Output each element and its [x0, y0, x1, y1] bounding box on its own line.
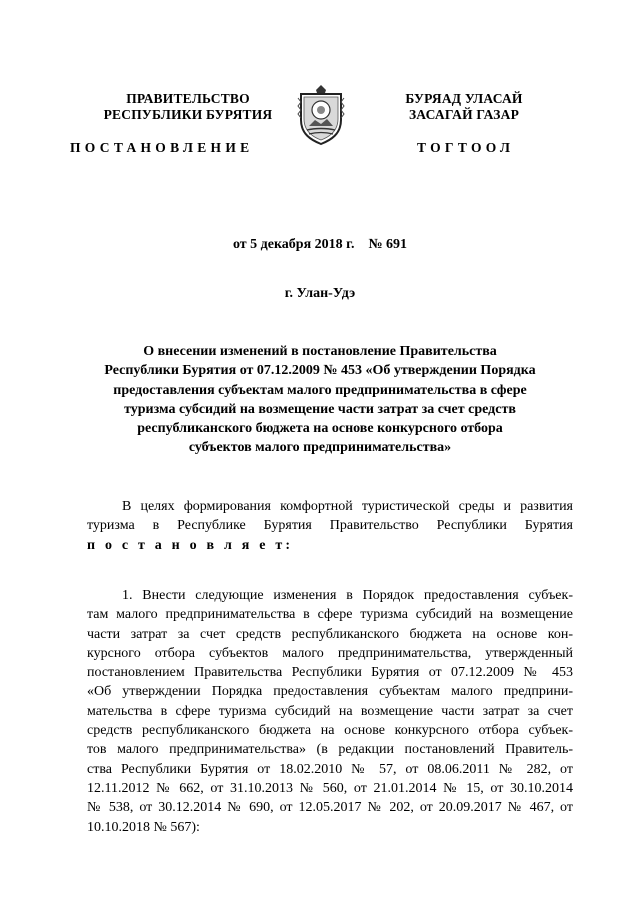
decree-word-line — [87, 536, 573, 555]
paragraph-line: 1. Внести следующие изменения в Порядок предоставления субъек- — [122, 588, 573, 603]
header-left-line-2: РЕСПУБЛИКИ БУРЯТИЯ — [103, 107, 273, 122]
title-line: республиканского бюджета на основе конкурсного отбора — [137, 421, 503, 437]
header-right-line-1: БУРЯАД УЛАСАЙ — [405, 91, 523, 106]
doc-type-left: ПОСТАНОВЛЕНИЕ — [70, 140, 254, 155]
paragraph-line: там малого предпринимательства в сфере туризма субсидий на возмещение — [87, 607, 573, 623]
paragraph-line: тов малого предпринимательства» (в редакции постановлений Правитель- — [87, 742, 573, 758]
title-line: Республики Бурятия от 07.12.2009 № 453 «Об утверждении Порядка — [104, 363, 536, 379]
paragraph-line: мательства в сфере туризма субсидий на возмещение части затрат за счет — [87, 703, 573, 719]
item-1-paragraph — [87, 586, 573, 837]
title-line: предоставления субъектам малого предпринимательства в сфере — [113, 382, 527, 398]
title-line: туризма субсидий на возмещение части затрат за счет средств — [124, 401, 516, 417]
title-line: субъектов малого предпринимательства» — [188, 440, 452, 456]
paragraph-line: В целях формирования комфортной туристической среды и развития — [122, 499, 573, 514]
doc-type-right: ТОГТООЛ — [417, 140, 515, 155]
decree-word: п о с т а н о в л я е т: — [87, 537, 294, 553]
paragraph-line: № 538, от 30.12.2014 № 690, от 12.05.2017 № 202, от 20.09.2017 № 467, от — [87, 800, 573, 816]
paragraph-line: туризма в Республике Бурятия Правительство Республики Бурятия — [87, 518, 573, 534]
paragraph-line: части затрат за счет средств республиканского бюджета на основе кон- — [87, 626, 573, 642]
header-right — [394, 91, 534, 123]
paragraph-line: 12.11.2012 № 662, от 31.10.2013 № 560, от 21.01.2014 № 15, от 30.10.2014 — [87, 780, 573, 796]
paragraph-line: средств республиканского бюджета на основе конкурсного отбора субъек- — [87, 723, 573, 739]
decree-date-number: от 5 декабря 2018 г. № 691 — [232, 237, 408, 252]
paragraph-line: 10.10.2018 № 567): — [87, 819, 200, 835]
paragraph-line: курсного отбора субъектов малого предпринимательства, утвержденный — [87, 645, 573, 661]
paragraph-line: постановлением Правительства Республики Бурятия от 07.12.2009 № 453 — [87, 665, 573, 681]
paragraph-line: «Об утверждении Порядка предоставления субъектам малого предприни- — [87, 684, 573, 700]
title-line: О внесении изменений в постановление Правительства — [143, 344, 497, 359]
paragraph-line: ства Республики Бурятия от 18.02.2010 № 57, от 08.06.2011 № 282, от — [87, 761, 573, 777]
coat-of-arms-icon — [295, 82, 347, 146]
preamble-paragraph — [87, 497, 573, 555]
header-left — [98, 91, 278, 123]
header-right-line-2: ЗАСАГАЙ ГАЗАР — [408, 107, 520, 122]
decree-city: г. Улан-Удэ — [284, 286, 356, 301]
decree-title — [80, 342, 560, 458]
header-left-line-1: ПРАВИТЕЛЬСТВО — [126, 91, 250, 106]
